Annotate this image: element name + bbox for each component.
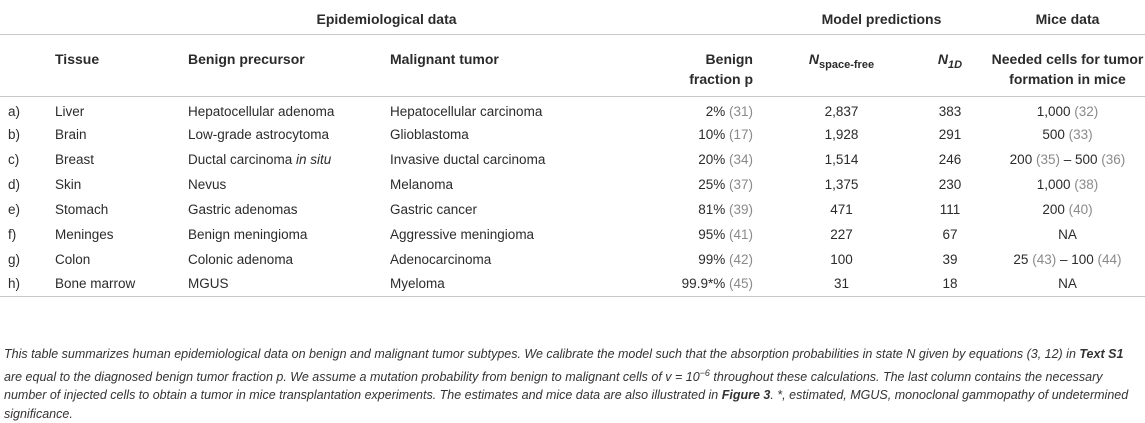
row-label-text: h): [8, 276, 21, 292]
benign-text: Gastric adenomas: [188, 201, 298, 217]
n-1d-value: 291: [938, 126, 962, 142]
caption-part-3: throughout these calculations. The last column contains the necessary number of injected cells to obtain a tumor in mice transplantation experiments. The estimates and mice data are also illustrated in: [4, 369, 1103, 403]
cell-malignant-tumor: [390, 122, 598, 147]
fraction-value: 99%: [698, 251, 726, 267]
cell-n-space-free: [773, 247, 910, 272]
row-label: [0, 222, 55, 247]
cell-malignant-tumor: [390, 247, 598, 272]
header-benign-fraction: [598, 35, 773, 97]
cell-n-space-free: [773, 147, 910, 172]
cell-tissue: [55, 147, 188, 172]
needed-cells-value: 200: [1009, 151, 1033, 167]
header-tissue: Tissue: [55, 35, 188, 97]
malignant-text: Myeloma: [390, 276, 445, 292]
cell-n-space-free: [773, 222, 910, 247]
cell-n-space-free: [773, 197, 910, 222]
malignant-text: Gastric cancer: [390, 201, 478, 217]
cell-needed-cells: [990, 147, 1145, 172]
header-needed-line1: Needed cells for tumor: [991, 51, 1144, 67]
benign-text: Nevus: [188, 176, 227, 192]
n-1d-value: 67: [942, 226, 958, 242]
cell-needed-cells: [990, 247, 1145, 272]
caption-exponent: −6: [699, 367, 710, 378]
tissue-text: Meninges: [55, 226, 114, 242]
malignant-text: Melanoma: [390, 176, 454, 192]
cell-malignant-tumor: [390, 97, 598, 122]
cell-malignant-tumor: [390, 222, 598, 247]
benign-text: MGUS: [188, 276, 229, 292]
header-malignant-tumor: Malignant tumor: [390, 35, 598, 97]
cell-benign-precursor: [188, 172, 390, 197]
n-space-free-value: 100: [830, 251, 853, 267]
cell-needed-cells: [990, 172, 1145, 197]
n-1d-value: 246: [938, 151, 962, 167]
cell-n-1d: [910, 222, 990, 247]
row-label: [0, 272, 55, 297]
row-label-text: f): [8, 226, 17, 242]
tissue-text: Brain: [55, 126, 87, 142]
cell-needed-cells: [990, 97, 1145, 122]
fraction-value: 81%: [698, 201, 726, 217]
row-label-text: b): [8, 126, 21, 142]
malignant-text: Glioblastoma: [390, 126, 469, 142]
table-row: [0, 247, 1145, 272]
header-n-symbol: N: [808, 51, 820, 67]
cell-benign-fraction: [598, 172, 773, 197]
cell-needed-cells: [990, 122, 1145, 147]
fraction-reference: (41): [728, 226, 753, 242]
header-fraction-line2: fraction p: [689, 71, 753, 87]
cell-malignant-tumor: [390, 147, 598, 172]
needed-cells-reference: (40): [1068, 201, 1093, 217]
fraction-value: 95%: [698, 226, 726, 242]
n-space-free-value: 2,837: [824, 103, 859, 119]
row-label: [0, 147, 55, 172]
fraction-value: 99.9*%: [681, 276, 726, 292]
table-row: [0, 122, 1145, 147]
table-body: [0, 97, 1145, 297]
n-space-free-value: 471: [830, 201, 853, 217]
cell-n-space-free: [773, 97, 910, 122]
benign-text: Low-grade astrocytoma: [188, 126, 330, 142]
malignant-text: Invasive ductal carcinoma: [390, 151, 546, 167]
fraction-reference: (34): [728, 151, 753, 167]
n-space-free-value: 1,514: [824, 151, 859, 167]
needed-cells-reference: (35): [1035, 151, 1060, 167]
cell-n-space-free: [773, 272, 910, 297]
caption-text-ref[interactable]: Text S1: [1079, 347, 1124, 361]
table-row: [0, 97, 1145, 122]
group-header-mice: Mice data: [990, 4, 1145, 35]
cell-benign-fraction: [598, 222, 773, 247]
cell-tissue: [55, 197, 188, 222]
cell-benign-precursor: [188, 197, 390, 222]
group-header-epidemiological: Epidemiological data: [0, 4, 773, 35]
benign-text: Colonic adenoma: [188, 251, 294, 267]
needed-cells-value: 25: [1013, 251, 1029, 267]
fraction-reference: (17): [728, 126, 753, 142]
fraction-reference: (39): [728, 201, 753, 217]
malignant-text: Aggressive meningioma: [390, 226, 535, 242]
table-row: [0, 172, 1145, 197]
cell-benign-fraction: [598, 122, 773, 147]
cell-malignant-tumor: [390, 197, 598, 222]
row-label-text: c): [8, 151, 20, 167]
needed-cells-reference: (43): [1032, 251, 1057, 267]
cell-n-space-free: [773, 122, 910, 147]
benign-text: Benign meningioma: [188, 226, 308, 242]
row-label: [0, 97, 55, 122]
cell-benign-fraction: [598, 247, 773, 272]
cell-n-1d: [910, 272, 990, 297]
row-label: [0, 247, 55, 272]
range-separator: –: [1059, 151, 1075, 167]
cell-benign-precursor: [188, 147, 390, 172]
fraction-reference: (45): [728, 276, 753, 292]
header-n-1d: [910, 35, 990, 97]
tissue-text: Stomach: [55, 201, 109, 217]
cell-benign-precursor: [188, 122, 390, 147]
caption-part-2: are equal to the diagnosed benign tumor fraction p. We assume a mutation probability from benign to malignant cells of v = 10: [4, 369, 700, 384]
cell-needed-cells: [990, 272, 1145, 297]
cell-n-1d: [910, 197, 990, 222]
fraction-reference: (37): [728, 176, 753, 192]
cell-malignant-tumor: [390, 272, 598, 297]
n-1d-value: 383: [938, 103, 962, 119]
cell-benign-precursor: [188, 222, 390, 247]
tissue-text: Liver: [55, 103, 85, 119]
malignant-text: Hepatocellular carcinoma: [390, 103, 543, 119]
cell-benign-fraction: [598, 147, 773, 172]
needed-cells-reference: (33): [1068, 126, 1093, 142]
cell-malignant-tumor: [390, 172, 598, 197]
cell-n-1d: [910, 122, 990, 147]
tissue-text: Skin: [55, 176, 82, 192]
malignant-text: Adenocarcinoma: [390, 251, 492, 267]
n-1d-value: 111: [939, 201, 961, 217]
cell-benign-precursor: [188, 247, 390, 272]
needed-cells-reference-2: (44): [1097, 251, 1122, 267]
table-row: [0, 272, 1145, 297]
fraction-reference: (42): [728, 251, 753, 267]
cell-tissue: [55, 272, 188, 297]
header-needed-line2: formation in mice: [1009, 71, 1126, 87]
n-1d-value: 39: [942, 251, 958, 267]
row-label: [0, 122, 55, 147]
row-label: [0, 197, 55, 222]
cell-tissue: [55, 172, 188, 197]
benign-text: Ductal carcinoma: [188, 151, 297, 167]
fraction-value: 10%: [698, 126, 726, 142]
table-row: [0, 197, 1145, 222]
needed-cells-value: 500: [1042, 126, 1065, 142]
caption-part-4: . *, estimated, MGUS, monoclonal gammopathy of undetermined significance.: [4, 388, 1129, 421]
row-label-text: g): [8, 251, 21, 267]
needed-cells-reference: (38): [1074, 176, 1099, 192]
fraction-value: 25%: [698, 176, 726, 192]
table-caption: [4, 345, 1139, 423]
header-n-subscript: space-free: [819, 58, 875, 71]
cell-n-space-free: [773, 172, 910, 197]
caption-figure-ref[interactable]: Figure 3: [721, 388, 771, 403]
benign-italic-text: in situ: [296, 151, 332, 167]
n-1d-value: 18: [942, 276, 958, 292]
fraction-reference: (31): [728, 103, 753, 119]
row-label-text: e): [8, 201, 21, 217]
fraction-value: 20%: [698, 151, 726, 167]
header-label: [0, 35, 55, 97]
needed-cells-reference: (32): [1074, 103, 1099, 119]
row-label-text: d): [8, 176, 21, 192]
fraction-value: 2%: [705, 103, 726, 119]
cell-n-1d: [910, 247, 990, 272]
range-separator: –: [1056, 251, 1072, 267]
cell-tissue: [55, 122, 188, 147]
cell-n-1d: [910, 97, 990, 122]
tissue-text: Colon: [55, 251, 91, 267]
cell-benign-precursor: [188, 272, 390, 297]
cell-needed-cells: [990, 197, 1145, 222]
benign-text: Hepatocellular adenoma: [188, 103, 335, 119]
cell-n-1d: [910, 147, 990, 172]
n-space-free-value: 1,928: [824, 126, 859, 142]
table-row: [0, 222, 1145, 247]
header-needed-cells: [990, 35, 1145, 97]
needed-cells-value: 200: [1042, 201, 1065, 217]
table-row: [0, 147, 1145, 172]
needed-cells-value: NA: [1058, 276, 1077, 292]
cell-needed-cells: [990, 222, 1145, 247]
row-label-text: a): [8, 103, 21, 119]
cell-tissue: [55, 247, 188, 272]
cell-benign-fraction: [598, 97, 773, 122]
cell-tissue: [55, 222, 188, 247]
cell-benign-precursor: [188, 97, 390, 122]
needed-cells-value-2: 100: [1071, 251, 1094, 267]
caption-part-1: This table summarizes human epidemiological data on benign and malignant tumor subtypes. We calibrate the model such that the absorption probabilities in state N given by equations (3, 12) in: [4, 347, 1080, 361]
data-table: [0, 4, 1145, 297]
tissue-text: Breast: [55, 151, 95, 167]
n-space-free-value: 227: [830, 226, 853, 242]
needed-cells-value-2: 500: [1075, 151, 1098, 167]
cell-n-1d: [910, 172, 990, 197]
needed-cells-value: 1,000: [1036, 176, 1071, 192]
tissue-text: Bone marrow: [55, 276, 136, 292]
cell-tissue: [55, 97, 188, 122]
needed-cells-value: 1,000: [1036, 103, 1071, 119]
header-n1d-subscript: 1D: [948, 58, 963, 71]
header-fraction-line1: Benign: [705, 51, 753, 67]
n-1d-value: 230: [938, 176, 962, 192]
n-space-free-value: 1,375: [824, 176, 859, 192]
cell-benign-fraction: [598, 197, 773, 222]
cell-benign-fraction: [598, 272, 773, 297]
header-n1d-symbol: N: [937, 51, 949, 67]
needed-cells-value: NA: [1058, 226, 1077, 242]
header-benign-precursor: Benign precursor: [188, 35, 390, 97]
n-space-free-value: 31: [833, 276, 850, 292]
needed-cells-reference-2: (36): [1101, 151, 1126, 167]
header-n-space-free: [773, 35, 910, 97]
group-header-model: Model predictions: [773, 4, 990, 35]
row-label: [0, 172, 55, 197]
